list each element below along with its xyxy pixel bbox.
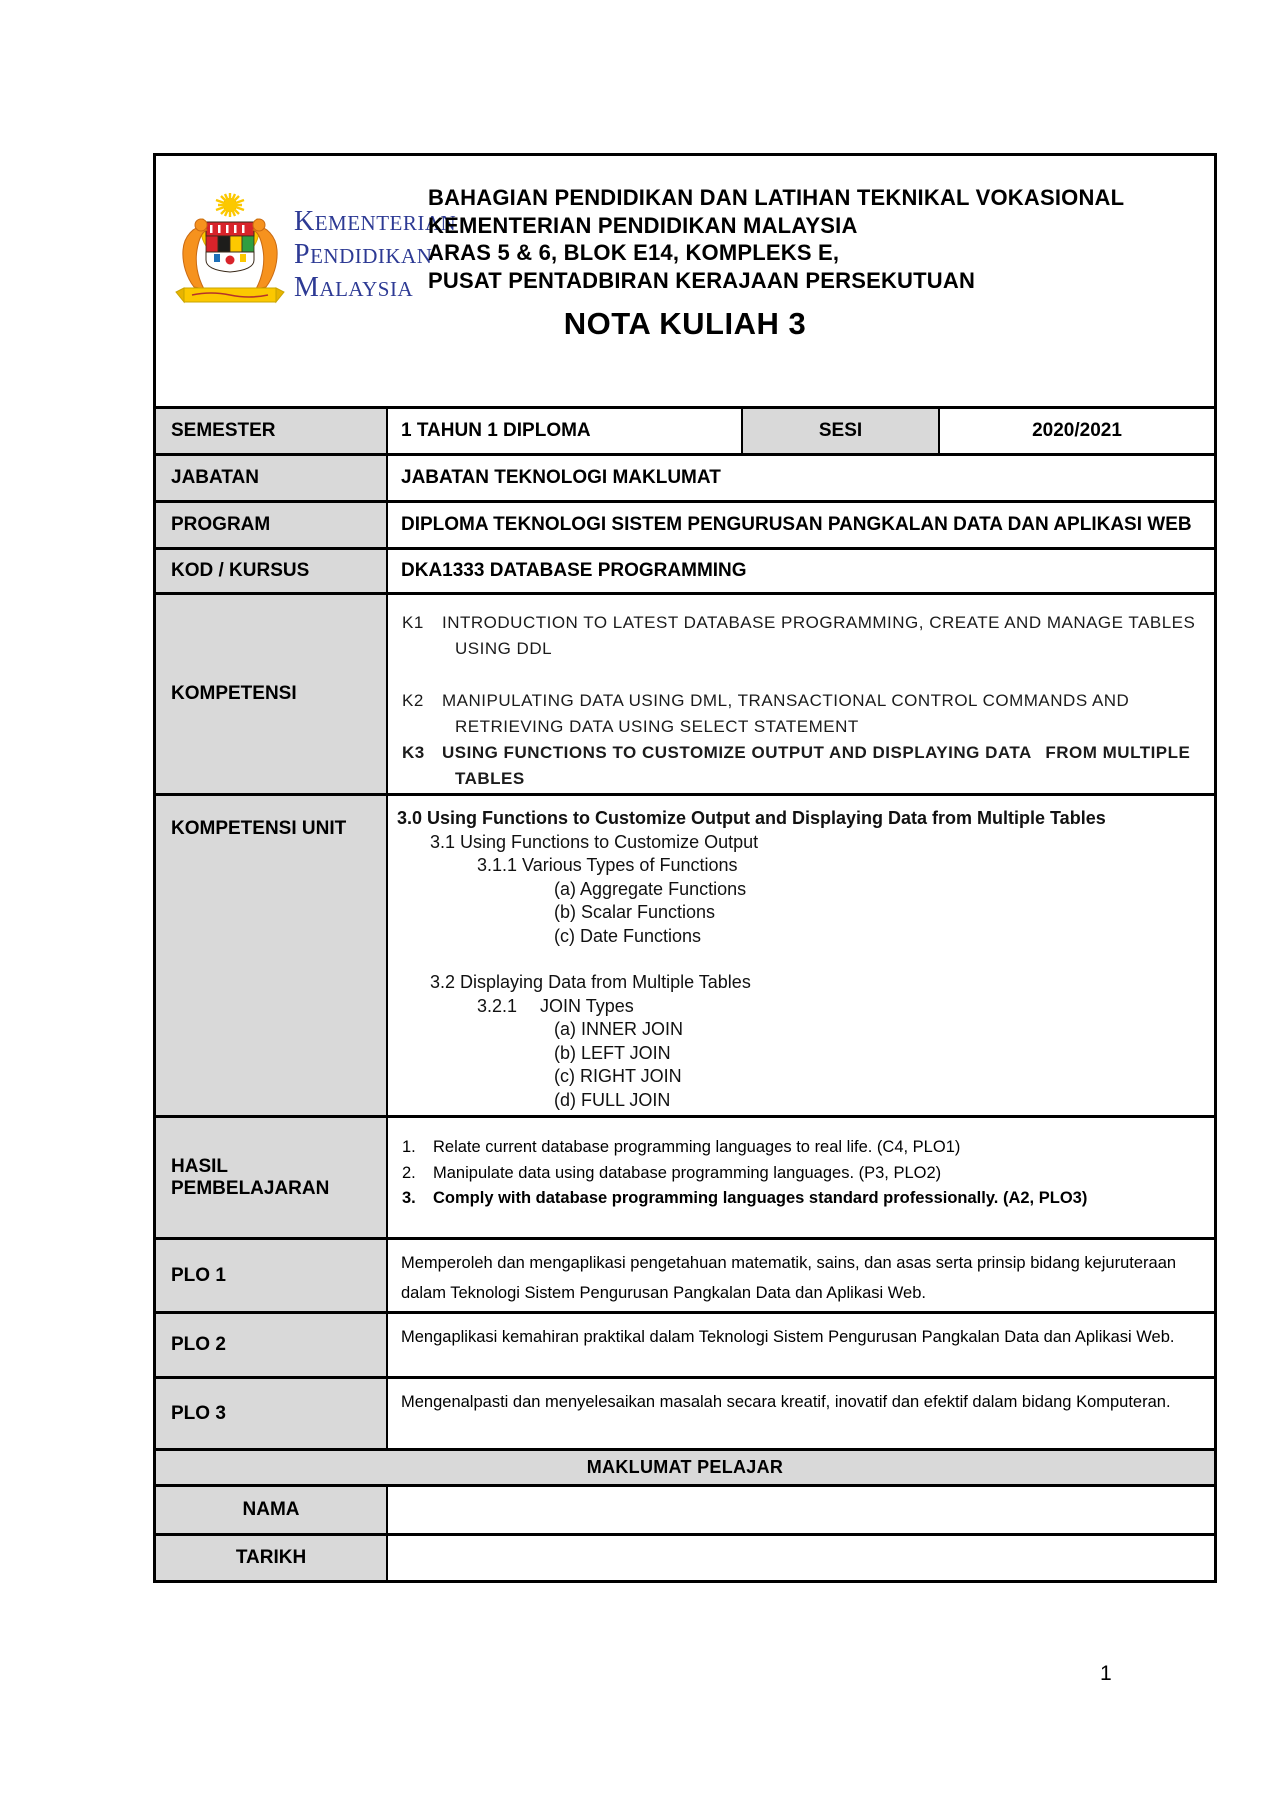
row-semester [156,406,1214,453]
row-program [156,500,1214,547]
maklumat-pelajar-header: MAKLUMAT PELAJAR [156,1451,1214,1484]
hasil-item-text: Relate current database programming languages to real life. (C4, PLO1) [433,1138,961,1156]
department-address [428,184,1124,294]
hasil-item-text: Comply with database programming languages standard professionally. (A2, PLO3) [433,1189,1088,1207]
plo3-text: Mengenalpasti dan menyelesaikan masalah secara kreatif, inovatif dan efektif dalam bidang Komputeran. [401,1393,1171,1411]
outline-item: (c) RIGHT JOIN [554,1066,682,1086]
hasil-item-number: 1. [402,1138,416,1156]
logo-text-line: PENDIDIKAN [294,239,433,270]
malaysia-coat-of-arms-icon [170,192,290,308]
hasil-item-number: 3. [402,1189,416,1207]
row-kod-kursus [156,547,1214,592]
kod-kursus-value: DKA1333 DATABASE PROGRAMMING [401,560,747,581]
plo1-label: PLO 1 [156,1240,388,1311]
kompetensi-code: K3 [402,743,425,762]
outline-item: 3.0 Using Functions to Customize Output and Displaying Data from Multiple Tables [397,808,1106,828]
hasil-label: HASIL PEMBELAJARAN [156,1118,388,1237]
program-value: DIPLOMA TEKNOLOGI SISTEM PENGURUSAN PANGKALAN DATA DAN APLIKASI WEB [401,514,1192,535]
nama-label: NAMA [156,1487,388,1533]
page-number: 1 [1100,1662,1112,1685]
row-tarikh [156,1533,1214,1580]
outline-item: (b) Scalar Functions [554,902,716,922]
hasil-item [402,1186,1206,1212]
outline-item: (a) INNER JOIN [554,1019,684,1039]
row-plo-2 [156,1311,1214,1376]
plo3-label: PLO 3 [156,1379,388,1448]
outline-item: (d) FULL JOIN [554,1089,671,1110]
row-hasil-pembelajaran [156,1115,1214,1237]
kompetensi-item [402,688,1206,740]
kompetensi-unit-label: KOMPETENSI UNIT [156,796,388,1115]
kompetensi-text: INTRODUCTION TO LATEST DATABASE PROGRAMMING, CREATE AND MANAGE TABLES USING DDL [442,613,1196,658]
hasil-item [402,1161,1206,1187]
row-nama [156,1484,1214,1533]
kompetensi-text: MANIPULATING DATA USING DML, TRANSACTIONAL CONTROL COMMANDS AND RETRIEVING DATA USING SELECT STATEMENT [442,691,1130,736]
plo2-label: PLO 2 [156,1314,388,1376]
row-maklumat-pelajar [156,1448,1214,1484]
kompetensi-item [402,610,1206,662]
plo1-text: Memperoleh dan mengaplikasi pengetahuan matematik, sains, dan asas serta prinsip bidang kejuruteraan dalam Teknologi Sistem Pengurusan Pangkalan Data dan Aplikasi Web. [401,1254,1177,1302]
hasil-item-text: Manipulate data using database programming languages. (P3, PLO2) [433,1163,942,1182]
sesi-label: SESI [743,409,940,453]
plo2-text: Mengaplikasi kemahiran praktikal dalam Teknologi Sistem Pengurusan Pangkalan Data dan Aplikasi Web. [401,1328,1175,1346]
kompetensi-text: USING FUNCTIONS TO CUSTOMIZE OUTPUT AND DISPLAYING DATA FROM MULTIPLE TABLES [442,743,1191,788]
address-line: BAHAGIAN PENDIDIKAN DAN LATIHAN TEKNIKAL VOKASIONAL [428,185,1125,210]
tarikh-label: TARIKH [156,1536,388,1580]
hasil-list [388,1118,1214,1237]
kompetensi-code: K2 [402,691,424,710]
address-line: PUSAT PENTADBIRAN KERAJAAN PERSEKUTUAN [428,267,976,293]
outline-item: (b) LEFT JOIN [554,1042,671,1063]
logo-text-line: KEMENTERIAN [294,206,457,237]
row-jabatan [156,453,1214,500]
semester-label: SEMESTER [156,409,388,453]
row-kompetensi-unit [156,793,1214,1115]
page-title: NOTA KULIAH 3 [563,306,807,341]
outline-item: 3.2 Displaying Data from Multiple Tables [430,972,751,992]
row-kompetensi [156,592,1214,793]
jabatan-value: JABATAN TEKNOLOGI MAKLUMAT [401,467,721,488]
nota-kuliah-document [153,153,1217,1583]
outline-item: 3.1 Using Functions to Customize Output [430,831,759,852]
jabatan-label: JABATAN [156,456,388,500]
outline-item: 3.2.1 JOIN Types [477,995,634,1016]
nama-value-field[interactable] [388,1487,1214,1533]
kompetensi-code: K1 [402,613,424,632]
hasil-item-number: 2. [402,1163,416,1182]
program-label: PROGRAM [156,503,388,547]
row-plo-1 [156,1237,1214,1311]
kompetensi-list [388,595,1214,793]
kod-kursus-label: KOD / KURSUS [156,550,388,592]
kompetensi-unit-outline [388,796,1214,1115]
sesi-value: 2020/2021 [1032,420,1122,441]
row-plo-3 [156,1376,1214,1448]
letterhead [156,156,1214,406]
semester-value: 1 TAHUN 1 DIPLOMA [388,409,743,453]
kompetensi-label: KOMPETENSI [156,595,388,793]
address-line: KEMENTERIAN PENDIDIKAN MALAYSIA [428,212,858,238]
logo-text-line: MALAYSIA [294,272,414,303]
outline-item: (c) Date Functions [554,925,702,946]
outline-item: (a) Aggregate Functions [554,878,747,899]
tarikh-value-field[interactable] [388,1536,1214,1580]
outline-item: 3.1.1 Various Types of Functions [477,855,738,875]
hasil-item [402,1135,1206,1161]
kompetensi-item [402,740,1206,792]
address-line: ARAS 5 & 6, BLOK E14, KOMPLEKS E, [428,240,840,265]
